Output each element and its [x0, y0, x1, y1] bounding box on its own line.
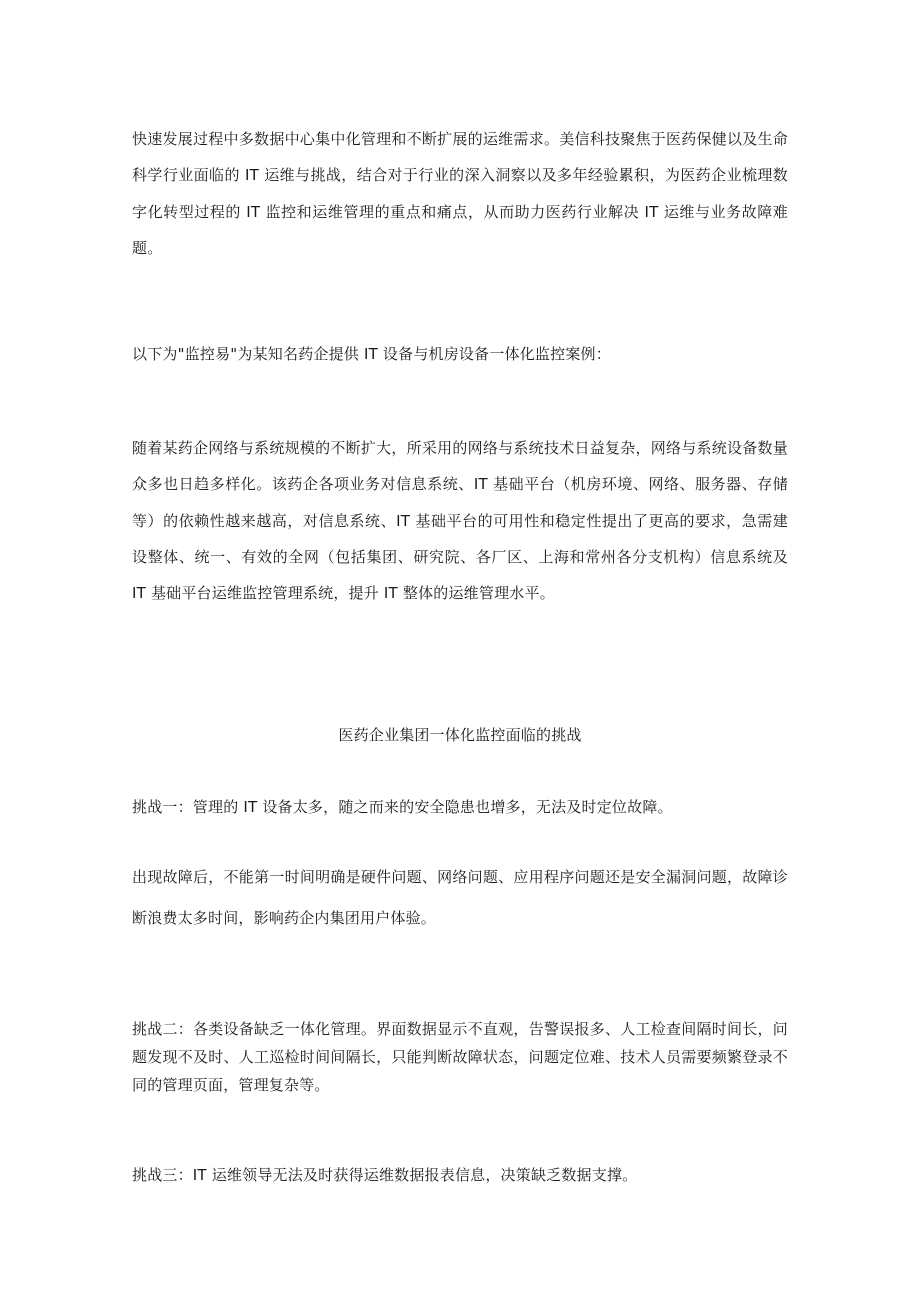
intro-paragraph: 快速发展过程中多数据中心集中化管理和不断扩展的运维需求。美信科技聚焦于医药保健以及生命科学行业面临的 IT 运维与挑战，结合对于行业的深入洞察以及多年经验累积，为医药企业梳理数字化转型过程的 IT 监控和运维管理的重点和痛点，从而助力医药行业解决 IT 运维与业务故障难题。 [132, 130, 788, 257]
challenge-one-detail: 出现故障后，不能第一时间明确是硬件问题、网络问题、应用程序问题还是安全漏洞问题，故障诊断浪费太多时间，影响药企内集团用户体验。 [132, 868, 788, 927]
challenge-three: 挑战三：IT 运维领导无法及时获得运维数据报表信息，决策缺乏数据支撑。 [132, 1166, 638, 1184]
challenge-two: 挑战二：各类设备缺乏一体化管理。界面数据显示不直观，告警误报多、人工检查间隔时间长，问题发现不及时、人工巡检时间间隔长，只能判断故障状态，问题定位难、技术人员需要频繁登录不同的管理页面，管理复杂等。 [132, 1020, 788, 1094]
background-paragraph: 随着某药企网络与系统规模的不断扩大，所采用的网络与系统技术日益复杂，网络与系统设备数量众多也日趋多样化。该药企各项业务对信息系统、IT 基础平台（机房环境、网络、服务器、存储等）的依赖性越来越高，对信息系统、IT 基础平台的可用性和稳定性提出了更高的要求，急需建设整体、统一、有效的全网（包括集团、研究院、各厂区、上海和常州各分支机构）信息系统及 IT 基础平台运维监控管理系统，提升 IT 整体的运维管理水平。 [132, 439, 788, 603]
section-heading: 医药企业集团一体化监控面临的挑战 [338, 726, 582, 744]
challenge-one: 挑战一：管理的 IT 设备太多，随之而来的安全隐患也增多，无法及时定位故障。 [132, 798, 673, 816]
case-lead-paragraph: 以下为"监控易"为某知名药企提供 IT 设备与机房设备一体化监控案例： [132, 345, 611, 363]
